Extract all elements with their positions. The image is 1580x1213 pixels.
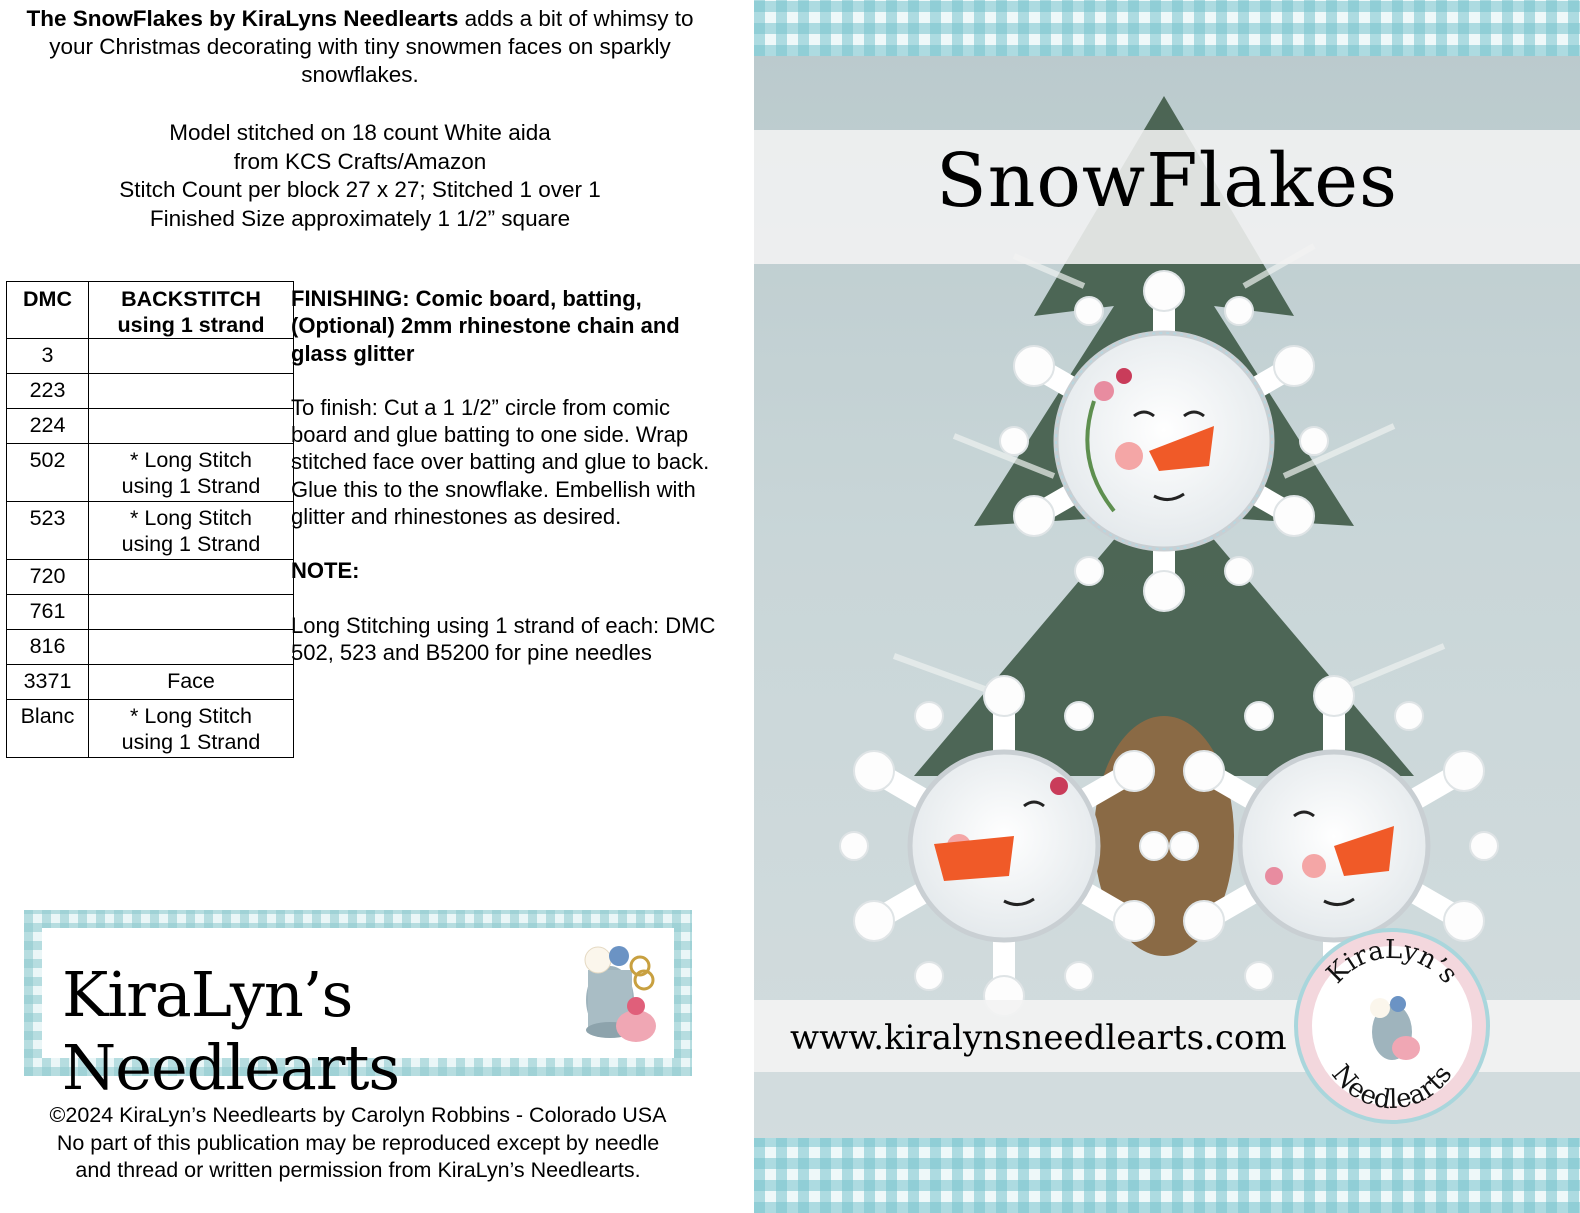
note-cell: * Long Stitch using 1 Strand <box>89 502 294 560</box>
logo-banner <box>24 910 692 1104</box>
finishing-instructions <box>291 285 731 666</box>
table-row <box>7 339 294 374</box>
intro-rest: adds a bit of whimsy to your Christmas decorating with tiny snowmen faces on sparkly snowflakes. <box>49 6 694 87</box>
model-line: from KCS Crafts/Amazon <box>233 148 487 174</box>
dmc-cell: 223 <box>7 374 89 409</box>
copyright-line: and thread or written permission from KiraLyn’s Needlearts. <box>75 1158 641 1182</box>
note-text: Long Stitching using 1 strand of each: DMC 502, 523 and B5200 for pine needles <box>291 612 716 665</box>
finishing-steps: To finish: Cut a 1 1/2” circle from comic board and glue batting to one side. Wrap stitched face over batting and glue to back. Glue this to the snowflake. Embellish with glitter and rhinestones as desired. <box>291 394 710 530</box>
copyright-line: ©2024 KiraLyn’s Needlearts by Carolyn Robbins - Colorado USA <box>49 1103 667 1127</box>
thread-spool-icon <box>574 940 660 1048</box>
copyright-notice <box>8 1102 708 1185</box>
logo-text: KiraLyn’s Needlearts <box>62 958 400 1104</box>
table-row <box>7 630 294 665</box>
model-info <box>10 119 710 233</box>
table-row <box>7 700 294 758</box>
intro-paragraph <box>10 5 710 89</box>
table-row <box>7 502 294 560</box>
cover-title: SnowFlakes <box>936 138 1398 224</box>
note-cell <box>89 374 294 409</box>
note-cell <box>89 630 294 665</box>
dmc-cell: 224 <box>7 409 89 444</box>
logo-banner-inner <box>42 928 674 1104</box>
badge-top-text: KiraLyn’s <box>1320 934 1464 990</box>
table-row <box>7 665 294 700</box>
column-header-dmc: DMC <box>7 282 89 339</box>
dmc-table <box>6 281 294 758</box>
model-line: Model stitched on 18 count White aida <box>169 120 551 145</box>
model-line: Stitch Count per block 27 x 27; Stitched 1 over 1 <box>119 177 601 202</box>
dmc-cell: 761 <box>7 595 89 630</box>
note-cell <box>89 339 294 374</box>
dmc-cell: 523 <box>7 502 89 560</box>
gingham-border-top <box>754 0 1580 56</box>
note-cell <box>89 595 294 630</box>
model-line: Finished Size approximately 1 1/2” square <box>149 205 571 231</box>
table-header-row <box>7 282 294 339</box>
instructions-panel <box>0 0 740 1213</box>
dmc-cell: 3 <box>7 339 89 374</box>
table-row <box>7 409 294 444</box>
copyright-line: No part of this publication may be reproduced except by needle <box>56 1130 660 1155</box>
table-row <box>7 444 294 502</box>
dmc-cell: Blanc <box>7 700 89 758</box>
table-row <box>7 560 294 595</box>
finishing-heading: FINISHING: Comic board, batting, (Optional) 2mm rhinestone chain and glass glitter <box>291 286 680 366</box>
note-cell: * Long Stitch using 1 Strand <box>89 700 294 758</box>
website-url: www.kiralynsneedlearts.com <box>790 1018 1287 1058</box>
cover-panel <box>754 0 1580 1213</box>
badge-bottom-text: Needlearts <box>1325 1059 1459 1116</box>
kiralyn-badge-logo <box>1294 928 1490 1124</box>
dmc-cell: 502 <box>7 444 89 502</box>
note-cell <box>89 560 294 595</box>
intro-bold: The SnowFlakes by KiraLyns Needlearts <box>26 6 459 31</box>
table-row <box>7 374 294 409</box>
note-heading: NOTE: <box>291 558 360 584</box>
table-row <box>7 595 294 630</box>
note-cell <box>89 409 294 444</box>
dmc-cell: 816 <box>7 630 89 665</box>
note-cell: * Long Stitch using 1 Strand <box>89 444 294 502</box>
note-cell: Face <box>89 665 294 700</box>
column-header-backstitch: BACKSTITCH using 1 strand <box>89 282 294 339</box>
dmc-cell: 3371 <box>7 665 89 700</box>
gingham-border-bottom <box>754 1138 1580 1213</box>
dmc-cell: 720 <box>7 560 89 595</box>
